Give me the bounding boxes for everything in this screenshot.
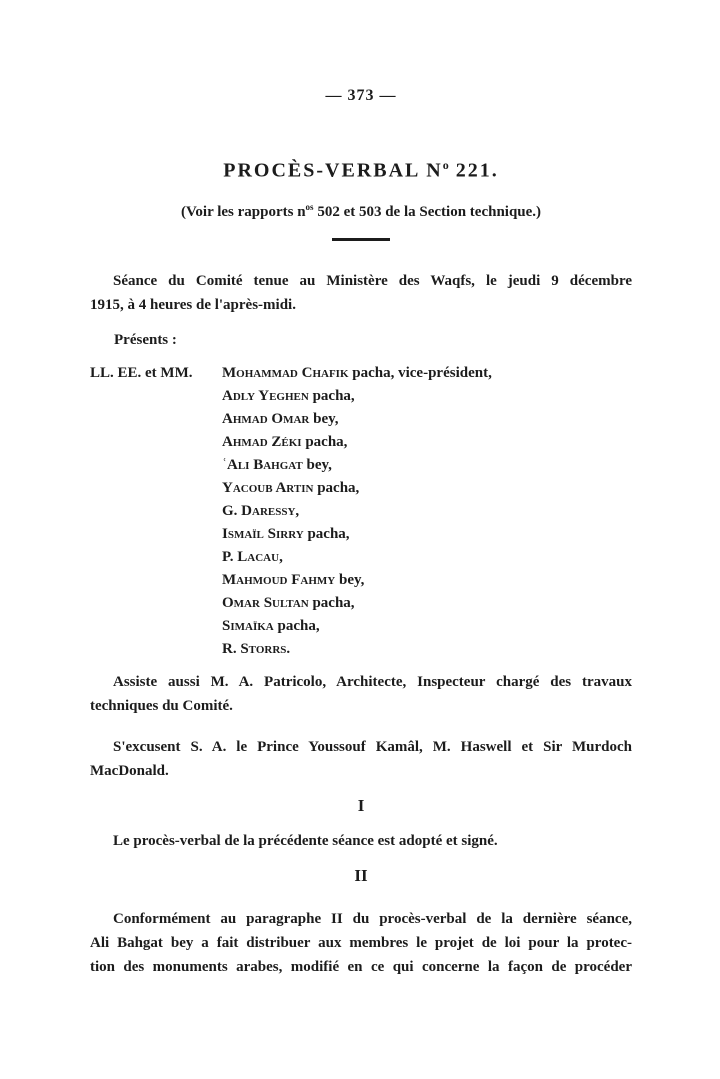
attendee-name: Ahmad Omar bey, — [222, 410, 339, 427]
paragraph-line: Conformément au paragraphe II du procès-verbal de la dernière séance, — [113, 910, 632, 927]
attendee-name: Simaïka pacha, — [222, 617, 320, 634]
attendee-row — [90, 638, 632, 661]
opening-paragraph — [90, 269, 632, 317]
subtitle-superscript: os — [305, 201, 314, 212]
page-number: — 373 — — [325, 87, 397, 104]
attendee-row — [90, 615, 632, 638]
paragraph-line: MacDonald. — [90, 762, 169, 779]
document-title — [90, 153, 632, 183]
paragraph-line: Le procès-verbal de la précédente séance est adopté et signé. — [113, 832, 498, 849]
attendee-name: Ismaïl Sirry pacha, — [222, 525, 350, 542]
separator-rule — [332, 238, 390, 241]
attendees-prefix: LL. EE. et MM. — [90, 364, 193, 381]
presents-label: Présents : — [114, 331, 177, 348]
section-heading-1: I — [357, 795, 365, 815]
section-heading-2: II — [354, 865, 368, 885]
attendee-row — [90, 523, 632, 546]
title-text: PROCÈS-VERBAL N — [223, 159, 443, 182]
document-subtitle — [90, 198, 632, 222]
attendee-name: Mohammad Chafik pacha, vice-président, — [222, 364, 492, 381]
attendee-name: Yacoub Artin pacha, — [222, 479, 360, 496]
attendee-name: Ahmad Zéki pacha, — [222, 433, 348, 450]
attendee-name: Mahmoud Fahmy bey, — [222, 571, 365, 588]
attendee-name: Adly Yeghen pacha, — [222, 387, 355, 404]
paragraph-line: Séance du Comité tenue au Ministère des Waqfs, le jeudi 9 décembre — [113, 272, 632, 289]
title-superscript: o — [442, 158, 449, 172]
paragraph-line: Assiste aussi M. A. Patricolo, Architecte, Inspecteur chargé des travaux — [113, 673, 632, 690]
attendees-list — [90, 362, 632, 661]
paragraph-line: techniques du Comité. — [90, 697, 233, 714]
attendee-name: R. Storrs. — [222, 640, 291, 657]
excuses-paragraph — [90, 735, 632, 783]
attendee-name: G. Daressy, — [222, 502, 300, 519]
attendee-row — [90, 408, 632, 431]
attendee-row — [90, 569, 632, 592]
paragraph-line: S'excusent S. A. le Prince Youssouf Kamâl, M. Haswell et Sir Murdoch — [113, 738, 632, 755]
attendee-row — [90, 546, 632, 569]
attendee-row — [90, 500, 632, 523]
subtitle-continuation: 502 et 503 de la Section technique.) — [313, 203, 542, 220]
attendee-name: Omar Sultan pacha, — [222, 594, 355, 611]
subtitle-text: (Voir les rapports n — [180, 203, 306, 220]
title-number: 221. — [448, 159, 499, 182]
assiste-paragraph — [90, 670, 632, 718]
attendee-row — [90, 592, 632, 615]
paragraph-line: Ali Bahgat bey a fait distribuer aux membres le projet de loi pour la protec- — [90, 934, 632, 951]
attendee-row — [90, 431, 632, 454]
attendee-name: P. Lacau, — [222, 548, 283, 565]
attendee-row — [90, 385, 632, 408]
paragraph-line: 1915, à 4 heures de l'après-midi. — [90, 296, 296, 313]
attendee-row — [90, 454, 632, 477]
attendee-row — [90, 362, 632, 385]
attendee-name: ʿAli Bahgat bey, — [222, 456, 332, 473]
section-2-paragraph — [90, 907, 632, 979]
section-1-paragraph — [90, 829, 632, 853]
attendee-row — [90, 477, 632, 500]
paragraph-line: tion des monuments arabes, modifié en ce qui concerne la façon de procéder — [90, 958, 632, 975]
